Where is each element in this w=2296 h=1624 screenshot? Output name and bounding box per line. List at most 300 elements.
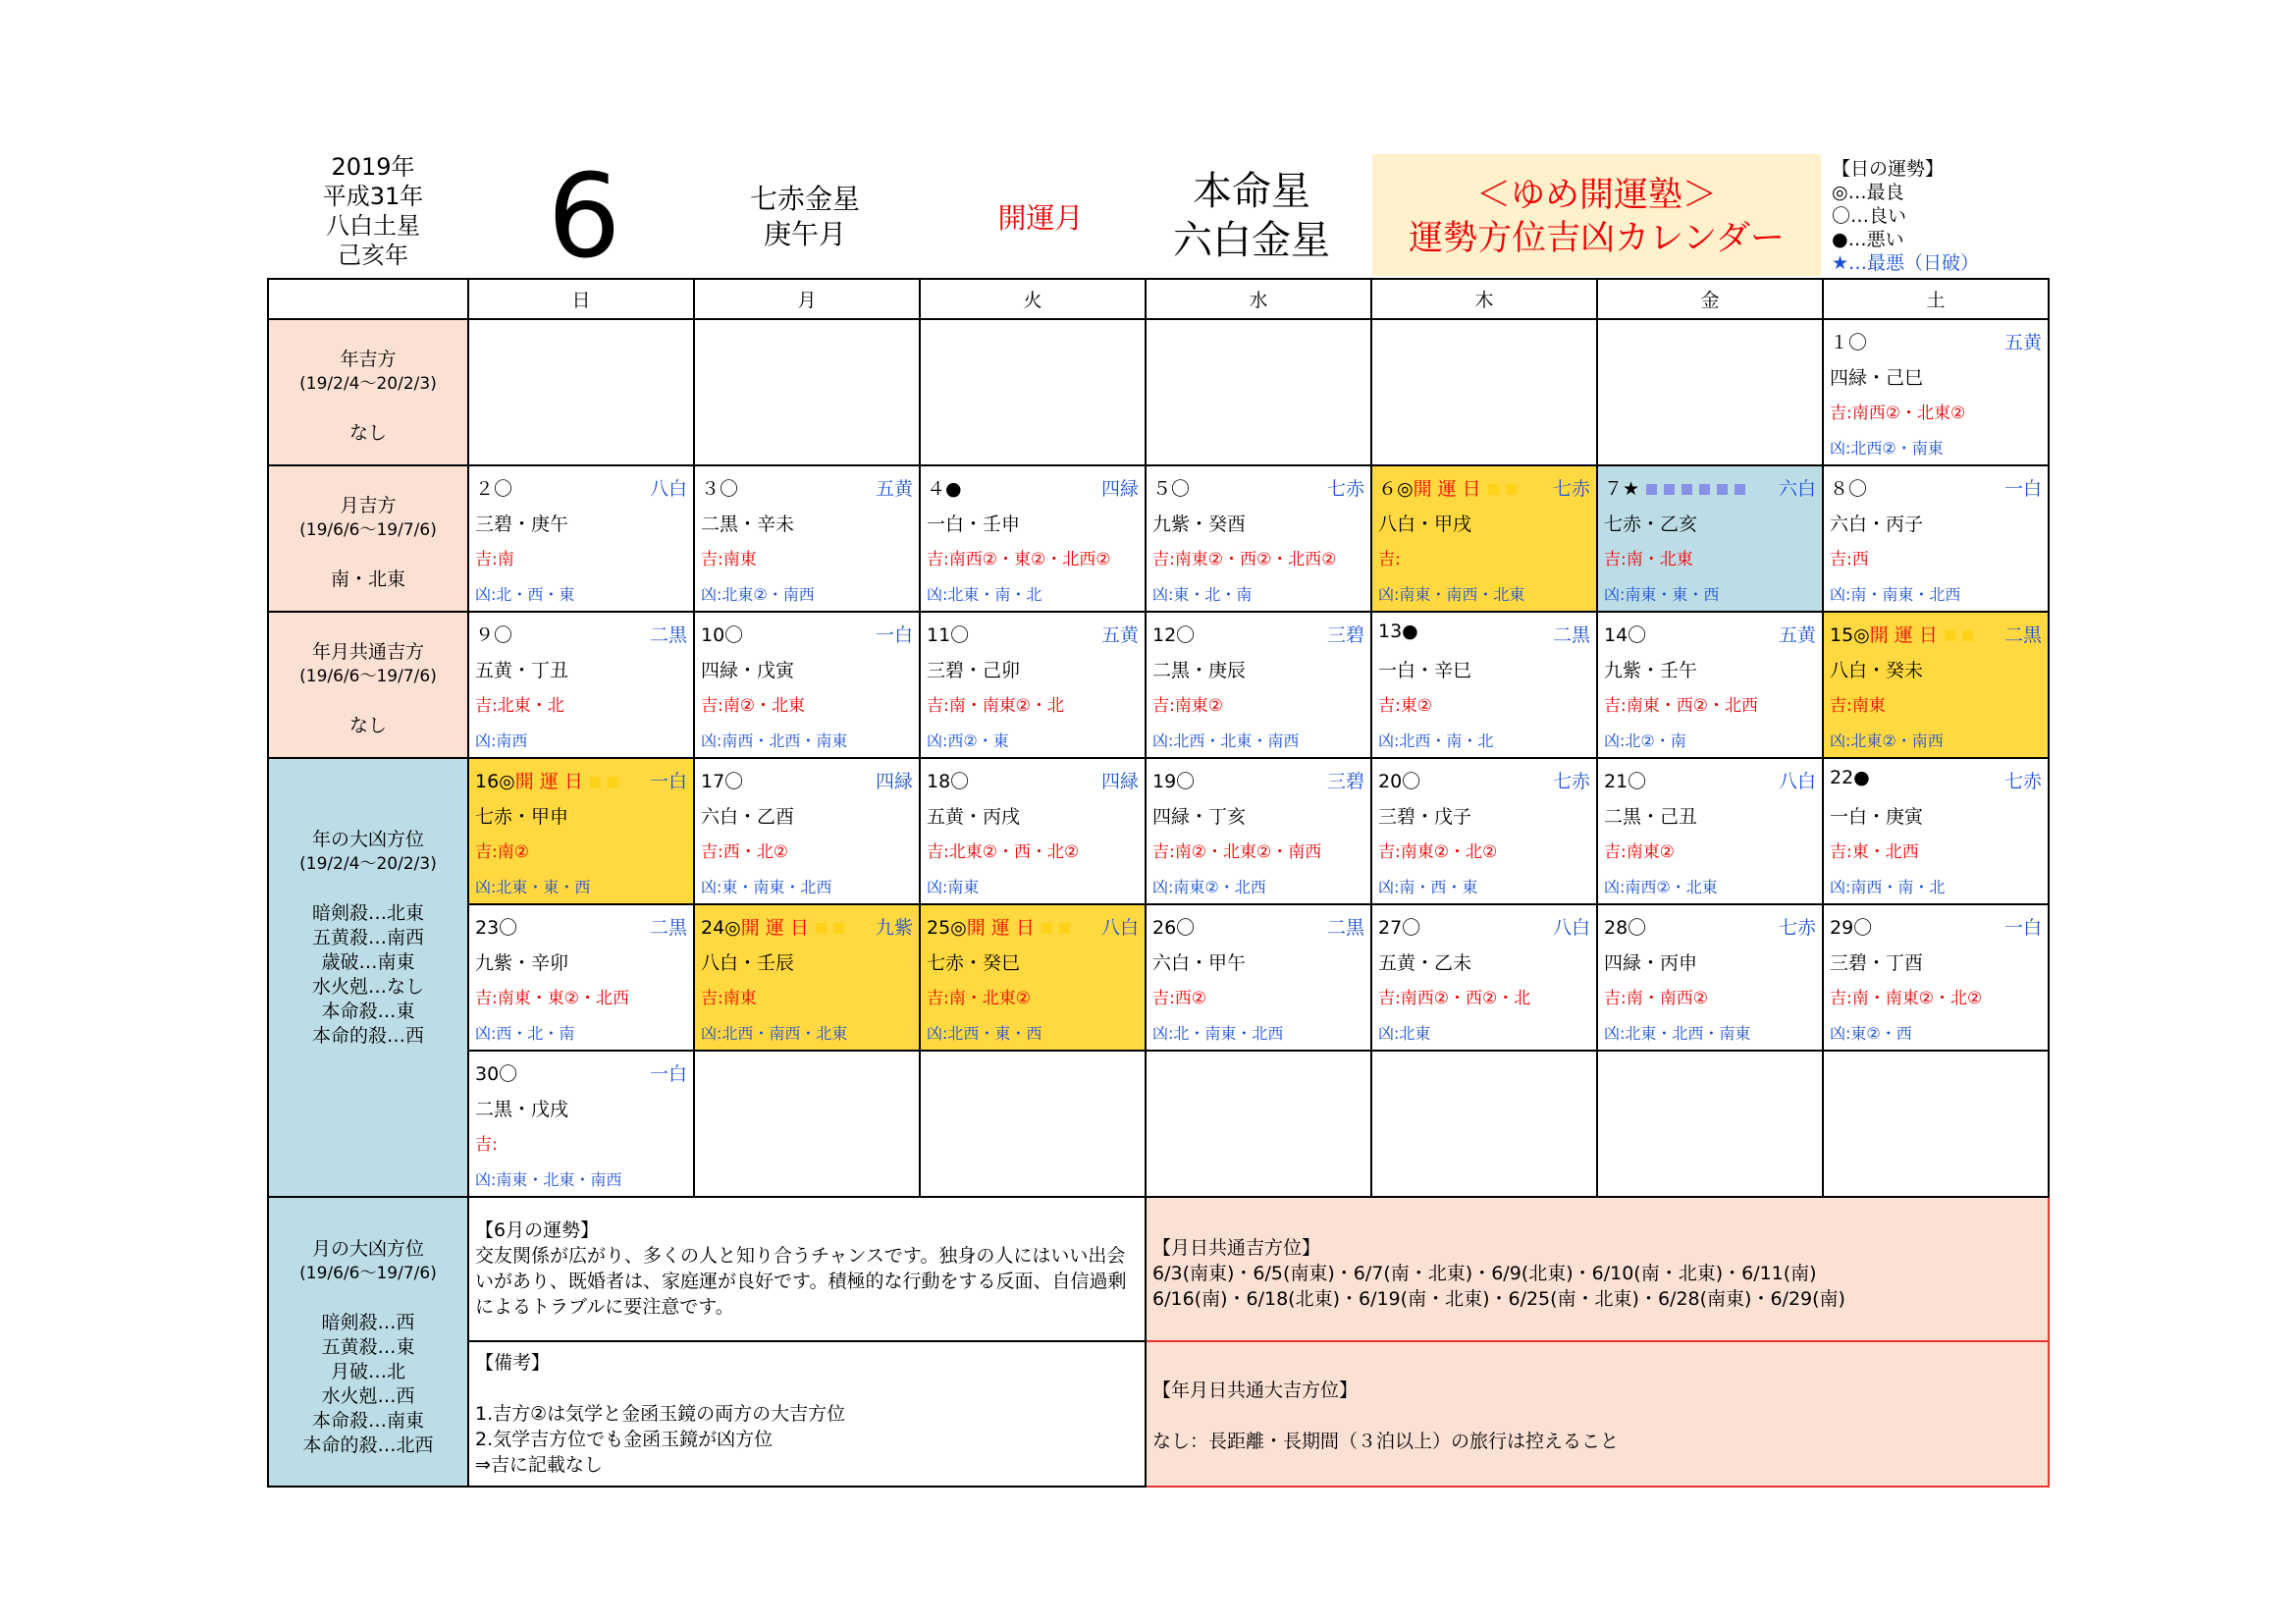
day-cell[interactable] [1823,612,2049,758]
year-line: 己亥年 [338,242,408,269]
side-line [269,1286,467,1311]
empty-day [1146,1051,1371,1197]
side-line: (19/6/6～19/7/6) [299,1264,437,1283]
day-header [701,474,913,501]
kaiun-square-icon [1059,923,1070,934]
day-cell[interactable] [1597,465,1823,612]
day-kanshi: 五黄・乙未 [1378,952,1472,974]
daikichi-text: なし：長距離・長期間（３泊以上）の旅行は控えること [1152,1431,1620,1452]
day-star: 二黒 [649,624,687,646]
day-kyo: 凶:東・北・南 [1152,585,1253,604]
legend-item: ●…悪い [1832,229,1904,250]
side-line [269,397,467,421]
weekday-header: 木 [1371,279,1597,319]
day-star: 四緑 [875,771,913,792]
honmei-line: 六白金星 [1173,218,1330,263]
day-kyo: 凶:東・南東・北西 [701,878,832,896]
day-number: 14〇 [1604,624,1647,646]
side-line: 月の大凶方位 [311,1238,424,1260]
day-number: 28〇 [1604,917,1647,939]
day-kanshi: 六白・甲午 [1152,952,1247,974]
day-kyo: 凶:北②・南 [1604,731,1686,750]
day-number: ２〇 [475,478,513,500]
day-kichi: 吉:南② [475,842,529,862]
day-kyo: 凶:北東・北西・南東 [1604,1024,1751,1043]
day-star: 二黒 [649,917,687,939]
legend-item: 〇…良い [1832,205,1907,227]
day-header [927,621,1139,647]
day-star: 八白 [1778,771,1816,792]
day-header [1152,474,1364,501]
hagai-square-icon [1717,484,1728,495]
empty-day [468,319,694,465]
day-number: ３〇 [701,478,739,500]
day-kyo: 凶:西・北・南 [475,1024,575,1043]
day-kanshi: 九紫・辛卯 [475,952,569,974]
day-header [1604,474,1816,501]
side-line: なし [348,422,387,444]
kaiun-day-label: 開 運 日 [1413,478,1481,500]
side-line: (19/6/6～19/7/6) [299,520,437,540]
side-line: (19/2/4～20/2/3) [299,854,437,874]
day-number: 29〇 [1830,917,1873,939]
day-cell[interactable] [468,612,694,758]
hagai-square-icon [1735,484,1745,495]
day-kichi: 吉: [1378,550,1401,569]
day-cell[interactable] [920,465,1146,612]
day-kichi: 吉:東・北西 [1830,842,1919,862]
day-header [475,767,687,793]
gekkyo-box [1146,1197,2049,1341]
day-kyo: 凶:北東・東・西 [475,878,591,896]
day-header [475,621,687,647]
side-line [269,689,467,714]
day-cell[interactable] [1371,465,1597,612]
side-line: 暗剣殺…西 [321,1312,415,1333]
empty-day [1371,319,1597,465]
day-number: 26〇 [1152,917,1196,939]
day-star: 七赤 [2003,771,2042,792]
year-line: 平成31年 [322,183,424,210]
day-kyo: 凶:南東・北東・南西 [475,1170,622,1189]
day-kichi: 吉:南東・西②・北西 [1604,696,1758,716]
day-cell[interactable] [1371,612,1597,758]
day-kanshi: 三碧・戊子 [1378,806,1472,828]
day-cell[interactable] [694,904,920,1051]
day-kichi: 吉:西 [1830,550,1869,569]
day-star: 八白 [1100,917,1139,939]
day-kanshi: 八白・壬辰 [701,952,795,974]
day-header [701,767,913,793]
side-line: (19/2/4～20/2/3) [299,374,437,394]
tsuki-daikyo-cell [268,1197,468,1487]
day-kichi: 吉:南②・北東 [701,696,805,716]
kaiun-square-icon [1506,484,1517,495]
kaiun-square-icon [833,923,844,934]
month-number: 6 [547,148,621,284]
day-kichi: 吉:北東②・西・北② [927,842,1080,862]
day-cell[interactable] [1823,904,2049,1051]
day-kyo: 凶:北・西・東 [475,585,575,604]
day-kanshi: 六白・丙子 [1830,514,1924,535]
empty-day [1823,1051,2049,1197]
kyotsu-kichi-cell [268,612,468,758]
day-kanshi: 九紫・癸酉 [1152,514,1247,535]
empty-day [1597,1051,1823,1197]
day-kanshi: 五黄・丙戌 [927,806,1021,828]
day-kyo: 凶:南東・南西・北東 [1378,585,1525,604]
empty-day [1371,1051,1597,1197]
day-star: 二黒 [2003,624,2042,646]
side-line: 本命的殺…西 [311,1025,424,1047]
empty-day [694,1051,920,1197]
side-line: 年吉方 [340,349,397,370]
hagai-square-icon [1699,484,1710,495]
day-number: 20〇 [1378,771,1421,792]
daikichi-title: 【年月日共通大吉方位】 [1152,1380,1359,1401]
side-line: 月破…北 [330,1361,405,1382]
kaiun-square-icon [1962,630,1973,641]
title-line: ＜ゆめ開運塾＞ [1475,176,1717,215]
day-kanshi: 六白・乙酉 [701,806,795,828]
day-kyo: 凶:南西・南・北 [1830,878,1946,896]
day-kanshi: 七赤・乙亥 [1604,514,1698,535]
day-kichi: 吉:南・南西② [1604,989,1708,1008]
day-header [1378,474,1590,501]
day-kichi: 吉:南東 [1830,696,1886,716]
nen-kichi-cell [268,319,468,465]
day-header [475,913,687,940]
side-line [269,877,467,901]
day-number: 18〇 [927,771,970,792]
day-header [1152,767,1364,793]
day-cell[interactable] [1371,904,1597,1051]
day-star: 一白 [649,771,687,792]
side-line: 月吉方 [340,495,397,516]
day-header [1604,913,1816,940]
day-header [701,913,913,940]
day-number: 11〇 [927,624,970,646]
day-cell[interactable] [920,758,1146,904]
day-cell[interactable] [694,612,920,758]
title-line: 運勢方位吉凶カレンダー [1409,219,1785,258]
day-header [475,474,687,501]
day-cell[interactable] [1823,758,2049,904]
day-star: 七赤 [1778,917,1816,939]
day-cell[interactable] [468,465,694,612]
day-header [1830,328,2042,354]
day-header [1378,767,1590,793]
day-kanshi: 二黒・庚辰 [1152,660,1247,681]
kaiun-day-label: 開 運 日 [740,917,809,939]
day-header [1152,913,1364,940]
day-number: ６◎ [1378,478,1414,500]
day-kanshi: 二黒・己丑 [1604,806,1698,828]
day-number: ４● [927,478,962,500]
day-number: 15◎ [1830,624,1870,646]
hagai-square-icon [1664,484,1675,495]
day-number: 21〇 [1604,771,1647,792]
day-kyo: 凶:北東 [1378,1024,1431,1043]
day-kichi: 吉:北東・北 [475,696,564,716]
remarks [468,1341,1146,1487]
kaiun-day-label: 開 運 日 [1869,624,1938,646]
day-number: 30〇 [475,1063,518,1085]
day-kanshi: 四緑・己巳 [1830,367,1924,389]
day-number: 12〇 [1152,624,1196,646]
day-cell[interactable] [1823,465,2049,612]
day-kyo: 凶:北東②・南西 [1830,731,1944,750]
day-header [1152,621,1364,647]
day-kyo: 凶:南西 [475,731,528,750]
day-kichi: 吉:西・北② [701,842,788,862]
fortune-text: 交友関係が広がり、多くの人と知り合うチャンスです。独身の人にはいい出会いがあり、既婚者は、家庭運が良好です。積極的な行動をする反面、自信過剰によるトラブルに要注意です。 [475,1245,1127,1318]
spacer [1152,1403,2042,1429]
day-kanshi: 四緑・丙申 [1604,952,1698,974]
remarks-line: 2.気学吉方位でも金函玉鏡が凶方位 [475,1429,774,1450]
day-star: 九紫 [875,917,913,939]
day-kanshi: 一白・壬申 [927,514,1021,535]
day-cell[interactable] [1146,612,1371,758]
kaiun-square-icon [608,777,618,787]
day-cell[interactable] [468,758,694,904]
day-header [1378,621,1590,647]
weekday-header: 水 [1146,279,1371,319]
day-kichi: 吉:南・北東② [927,989,1031,1008]
day-cell[interactable] [920,612,1146,758]
day-kanshi: 三碧・庚午 [475,514,569,535]
day-kyo: 凶:北・南東・北西 [1152,1024,1284,1043]
legend-item: ★…最悪（日破） [1832,252,1980,274]
day-number: 10〇 [701,624,744,646]
weekday-header: 金 [1597,279,1823,319]
empty-day [1146,319,1371,465]
day-star: 七赤 [1552,478,1590,500]
day-kyo: 凶:北西・東・西 [927,1024,1042,1043]
day-kyo: 凶:南西・北西・南東 [701,731,848,750]
day-kichi: 吉:西② [1152,989,1206,1008]
day-star: 一白 [2003,478,2042,500]
day-header [927,913,1139,940]
day-star: 四緑 [1100,771,1139,792]
remarks-title: 【備考】 [475,1352,551,1374]
gekkyo-line: 6/3(南東)・6/5(南東)・6/7(南・北東)・6/9(北東)・6/10(南・北東)・6/11(南) [1152,1263,1817,1284]
day-header [1604,621,1816,647]
side-line: 年月共通吉方 [311,641,424,663]
day-kanshi: 九紫・壬午 [1604,660,1698,681]
month-star [726,182,883,252]
day-kyo: 凶:北西・南・北 [1378,731,1494,750]
kaiun-square-icon [1041,923,1052,934]
day-star: 三碧 [1326,771,1364,792]
legend-item: ◎…最良 [1832,182,1904,203]
day-star: 三碧 [1326,624,1364,646]
day-cell[interactable] [468,1051,694,1197]
day-number: ５〇 [1152,478,1191,500]
day-kichi: 吉:南西②・北東② [1830,404,1966,423]
day-kanshi: 七赤・甲申 [475,806,569,828]
day-kichi: 吉:南・北東 [1604,550,1693,569]
day-cell[interactable] [468,904,694,1051]
day-header [1830,767,2042,793]
day-kyo: 凶:北東・南・北 [927,585,1042,604]
day-number: ８〇 [1830,478,1868,500]
spacer [475,1376,1139,1401]
day-kichi: 吉:南②・北東②・南西 [1152,842,1322,862]
day-header [1378,913,1590,940]
day-kyo: 凶:北西・北東・南西 [1152,731,1300,750]
kaiun-day-label: 開 運 日 [514,771,583,792]
day-cell[interactable] [1597,904,1823,1051]
day-kichi: 吉:南東②・北② [1378,842,1498,862]
empty-day [1597,319,1823,465]
day-header [927,767,1139,793]
day-star: 七赤 [1552,771,1590,792]
corner-cell [268,279,468,319]
day-header [927,474,1139,501]
day-header [1604,767,1816,793]
day-kyo: 凶:北西・南西・北東 [701,1024,848,1043]
day-header [1830,913,2042,940]
side-line: 水火剋…西 [321,1385,415,1407]
day-kyo: 凶:南東②・北西 [1152,878,1266,896]
year-line: 八白土星 [326,212,420,240]
year-line: 2019年 [331,153,415,181]
legend [1832,157,1979,275]
day-kichi: 吉:南東 [701,989,757,1008]
side-line: なし [348,715,387,736]
gekkyo-line: 6/16(南)・6/18(北東)・6/19(南・北東)・6/25(南・北東)・6/28(南東)・6/29(南) [1152,1288,1845,1310]
side-line: 南・北東 [330,568,405,590]
day-kanshi: 八白・甲戌 [1378,514,1472,535]
monthly-fortune [468,1197,1146,1341]
daikichi-box [1146,1341,2049,1487]
day-cell[interactable] [1146,465,1371,612]
side-line: 本命殺…南東 [311,1410,424,1432]
day-kanshi: 三碧・己卯 [927,660,1021,681]
fortune-title: 【6月の運勢】 [475,1219,600,1241]
day-number: 16◎ [475,771,515,792]
day-number: 13● [1378,621,1418,642]
side-line: 年の大凶方位 [311,829,424,850]
day-kanshi: 三碧・丁酉 [1830,952,1924,974]
day-star: 七赤 [1326,478,1364,500]
empty-day [694,319,920,465]
year-info [294,152,452,270]
day-kanshi: 四緑・丁亥 [1152,806,1247,828]
day-kanshi: 一白・庚寅 [1830,806,1924,828]
day-cell[interactable] [694,465,920,612]
day-kichi: 吉:南東・東②・北西 [475,989,629,1008]
day-cell[interactable] [920,904,1146,1051]
kaiun-month-label: 開運月 [997,201,1084,235]
day-kyo: 凶:南・西・東 [1378,878,1478,896]
day-cell[interactable] [1146,904,1371,1051]
day-star: 六白 [1778,478,1816,500]
day-number: ７★ [1604,478,1640,500]
kaiun-square-icon [1945,630,1955,641]
kaiun-square-icon [590,777,601,787]
day-kyo: 凶:南東 [927,878,980,896]
day-kichi: 吉:南東② [1604,842,1675,862]
day-star: 五黄 [2003,332,2042,353]
day-star: 八白 [1552,917,1590,939]
side-line: 暗剣殺…北東 [311,902,424,924]
day-star: 五黄 [1778,624,1816,646]
kaiun-square-icon [816,923,827,934]
day-star: 一白 [875,624,913,646]
side-line: 本命的殺…北西 [302,1435,434,1456]
day-number: 19〇 [1152,771,1196,792]
day-cell[interactable] [694,758,920,904]
empty-day [920,1051,1146,1197]
side-line: (19/6/6～19/7/6) [299,667,437,686]
day-cell[interactable] [1146,758,1371,904]
day-number: ９〇 [475,624,513,646]
day-header [1830,474,2042,501]
day-cell[interactable] [1371,758,1597,904]
day-kyo: 凶:南東・東・西 [1604,585,1720,604]
day-kichi: 吉:南・南東②・北 [927,696,1064,716]
side-line: 本命殺…東 [321,1001,415,1022]
remarks-line: ⇒吉に記載なし [475,1454,603,1476]
day-cell[interactable] [1823,319,2049,465]
day-kyo: 凶:西②・東 [927,731,1009,750]
side-line [269,543,467,568]
day-number: 23〇 [475,917,518,939]
honmei-star [1139,167,1364,265]
empty-day [920,319,1146,465]
calendar-table [267,278,2050,1488]
day-kanshi: 七赤・癸巳 [927,952,1021,974]
weekday-header: 火 [920,279,1146,319]
day-kichi: 吉:南西②・西②・北 [1378,989,1531,1008]
day-star: 一白 [649,1063,687,1085]
kaiun-day-label: 開 運 日 [966,917,1035,939]
calendar-title-box [1372,154,1821,276]
month-star-line: 庚午月 [763,218,846,250]
day-kichi: 吉:東② [1378,696,1432,716]
day-star: 二黒 [1326,917,1364,939]
day-cell[interactable] [1597,612,1823,758]
weekday-header: 日 [468,279,694,319]
day-number: 25◎ [927,917,967,939]
day-kyo: 凶:東②・西 [1830,1024,1912,1043]
day-header [701,621,913,647]
day-kichi: 吉:南東② [1152,696,1223,716]
side-line: 五黄殺…東 [321,1336,415,1358]
day-number: 22● [1830,767,1870,788]
gekkyo-title: 【月日共通吉方位】 [1152,1237,1321,1259]
day-kanshi: 一白・辛巳 [1378,660,1472,681]
day-star: 八白 [649,478,687,500]
month-star-line: 七赤金星 [749,183,860,215]
day-cell[interactable] [1597,758,1823,904]
day-kanshi: 八白・癸未 [1830,660,1924,681]
day-kichi: 吉:南東②・西②・北西② [1152,550,1337,569]
day-kanshi: 四緑・戊寅 [701,660,795,681]
nen-daikyo-cell [268,758,468,1197]
day-kanshi: 五黄・丁丑 [475,660,569,681]
day-star: 四緑 [1100,478,1139,500]
day-star: 一白 [2003,917,2042,939]
day-kichi: 吉: [475,1135,498,1155]
legend-title: 【日の運勢】 [1832,158,1945,180]
weekday-header: 月 [694,279,920,319]
side-line: 歳破…南東 [321,951,415,973]
day-kichi: 吉:南・南東②・北② [1830,989,1983,1008]
day-kichi: 吉:南 [475,550,514,569]
